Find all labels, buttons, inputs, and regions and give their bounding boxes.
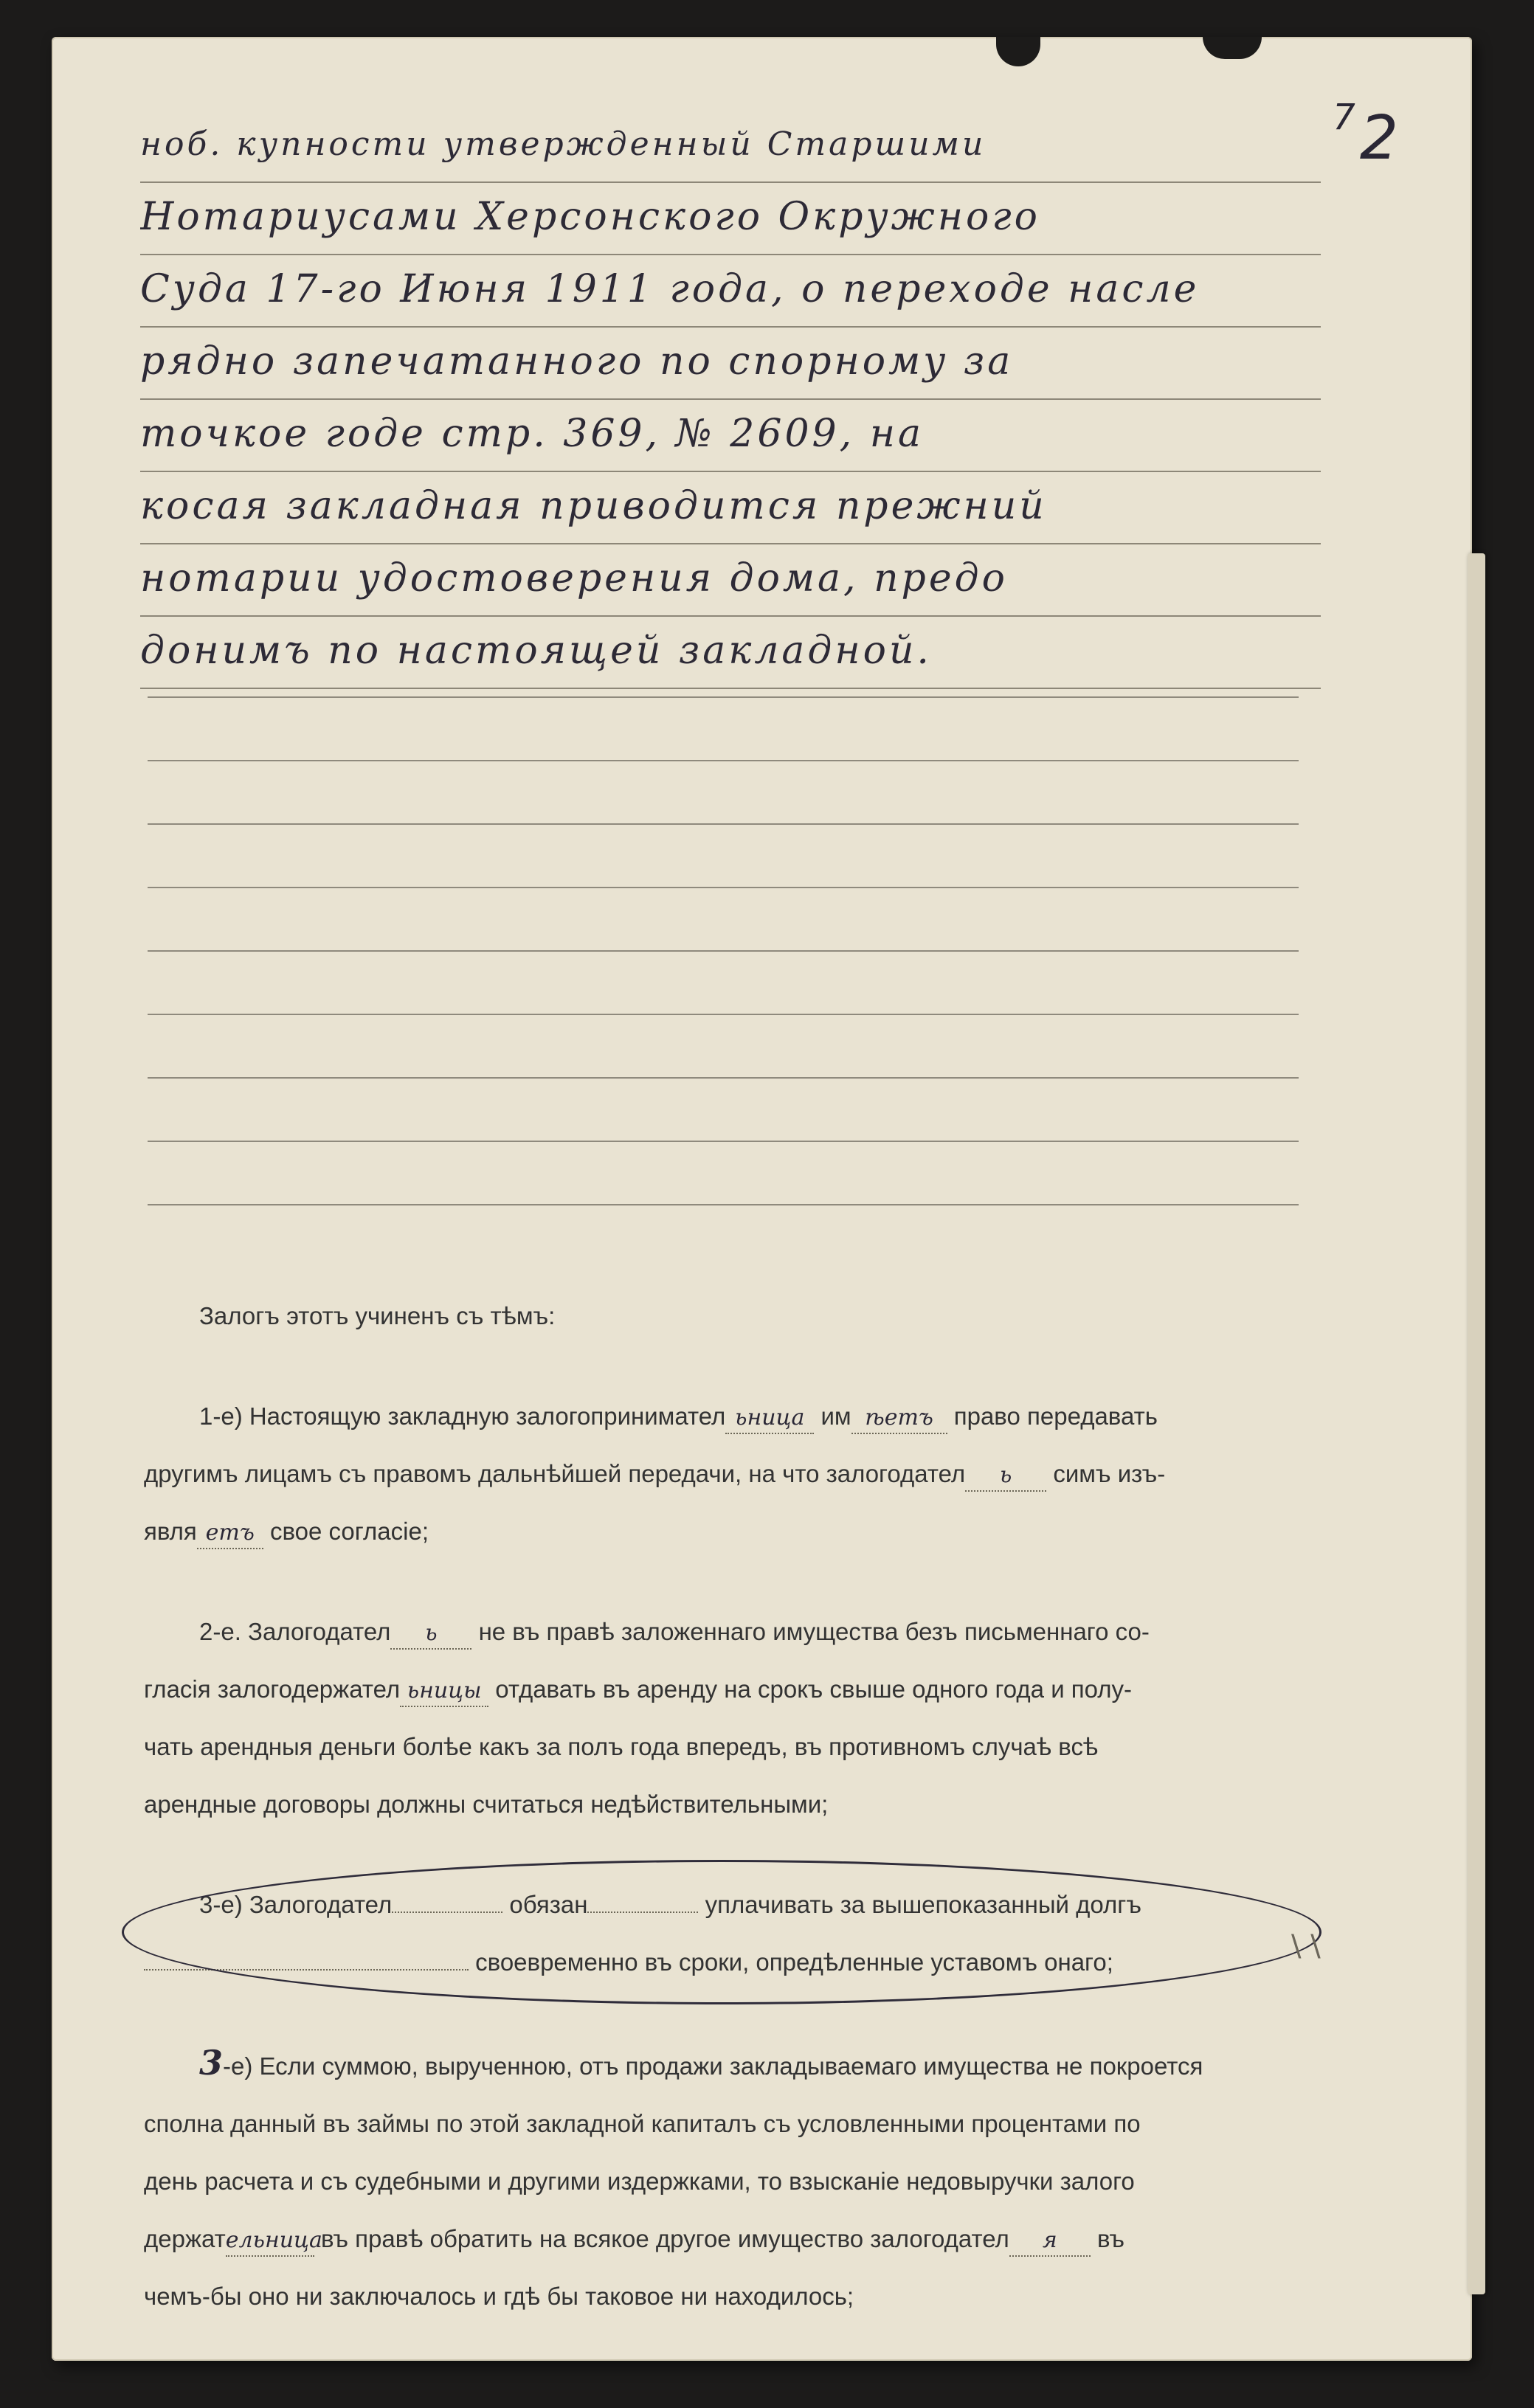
archive-page-number: $^7$2 — [1333, 97, 1398, 173]
handwritten-fill: ьница — [725, 1403, 814, 1434]
ruled-line — [148, 1079, 1299, 1142]
handwritten-line: нотарии удостоверения дома, предо — [140, 544, 1321, 617]
ruled-line — [148, 825, 1299, 888]
ruled-line — [148, 634, 1299, 698]
handwritten-line: ноб. купности утвержденный Старшими — [140, 111, 1321, 183]
handwritten-fill: ь — [965, 1461, 1046, 1492]
ruled-line — [148, 952, 1299, 1015]
handwritten-line: рядно запечатанного по спорному за — [140, 328, 1321, 400]
handwritten-line: Суда 17-го Июня 1911 года, о переходе насле — [140, 255, 1321, 328]
clause-4: 3-е) Если суммою, вырученною, отъ продажи закладываемаго имущества не покроется сполна данный въ займы по этой закладной капиталъ съ условленными процентами по день расчета и съ судебными и другими издержками, то взысканіе недовыручки залого держательница въ правѣ обратить на всякое другое имущество залогодател я въ чемъ-бы оно ни заключалось и гдѣ бы таковое ни находилось; — [144, 2043, 1203, 2310]
handwritten-fill: ь — [390, 1619, 471, 1650]
torn-edge — [1203, 37, 1262, 59]
handwritten-line: Нотариусами Херсонского Окружного — [140, 183, 1321, 255]
printed-clauses — [144, 1287, 1302, 2368]
intro-line: Залогъ этотъ учиненъ съ тѣмъ: — [199, 1302, 556, 1329]
handwritten-line: донимъ по настоящей закладной. — [140, 617, 1321, 689]
clause-2: 2-е. Залогодател ь не въ правѣ заложеннаго имущества безъ письменнаго со- гласія залогодержател ьницы отдавать въ аренду на срокъ свыше одного года и полу- чать арендныя деньги болѣе какъ за полъ года впередъ, въ противномъ случаѣ всѣ арендные договоры должны считаться недѣйствительными; — [144, 1618, 1150, 1818]
clause-3-circled: 3-е) Залогодател обязан уплачивать за вышепоказанный долгъ своевременно въ сроки, опредѣленные уставомъ онаго; — [144, 1876, 1302, 1991]
handwritten-fill: я — [1009, 2226, 1091, 2257]
margin-mark: \ \ — [1291, 1929, 1321, 1963]
renumbered-digit: 3 — [199, 2043, 224, 2083]
torn-edge — [996, 37, 1040, 66]
handwritten-fill: ельница — [226, 2226, 314, 2257]
clause-1: 1-е) Настоящую закладную залогопринимател ьница им ѣетъ право передавать другимъ лицамъ съ правомъ дальнѣйшей передачи, на что залогодател ь симъ изъ- явля етъ свое согласіе; — [144, 1388, 1302, 1560]
ruled-line — [148, 761, 1299, 825]
handwritten-line: точкое годе стр. 369, № 2609, на — [140, 400, 1321, 472]
handwritten-fill: ьницы — [400, 1676, 488, 1707]
handwritten-entry — [140, 111, 1321, 689]
ruled-line — [148, 1015, 1299, 1079]
handwritten-fill: етъ — [197, 1518, 263, 1549]
ruled-line — [148, 888, 1299, 952]
ruled-line — [148, 1142, 1299, 1205]
blank-ruled-lines — [148, 634, 1299, 1205]
handwritten-fill: ѣетъ — [851, 1403, 947, 1434]
handwritten-line: косая закладная приводится прежний — [140, 472, 1321, 544]
ruled-line — [148, 698, 1299, 761]
